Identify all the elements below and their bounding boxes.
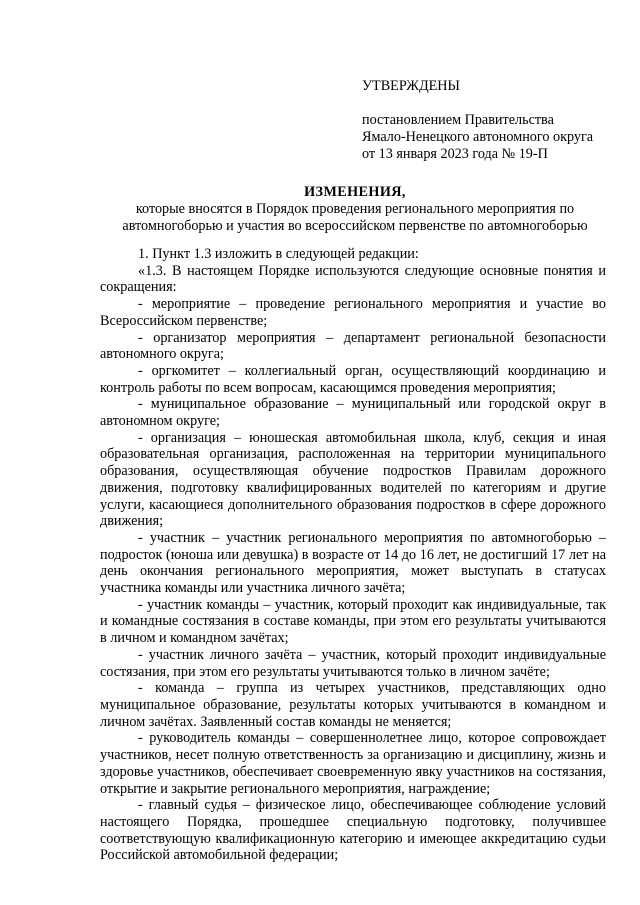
document-title: ИЗМЕНЕНИЯ, xyxy=(304,184,406,200)
approval-title: УТВЕРЖДЕНЫ xyxy=(362,78,460,94)
approval-line-3: от 13 января 2023 года № 19-П xyxy=(362,146,548,162)
approval-line-2: Ямало-Ненецкого автономного округа xyxy=(362,129,594,145)
approval-block xyxy=(362,78,632,163)
body-paragraph-team: - команда – группа из четырех участников, представляющих одно муниципальное образование, результаты которых учитываются в командном и личном зачётах. Заявленный состав команды не меняется; xyxy=(100,680,606,730)
body-paragraph-organizer: - организатор мероприятия – департамент региональной безопасности автономного округа; xyxy=(100,329,606,363)
body-paragraph-team-leader: - руководитель команды – совершеннолетнее лицо, которое сопровождает участников, несет полную ответственность за организацию и дисциплину, жизнь и здоровье участников, обеспечивает своевременную явку участников на состязания, открытие и закрытие регионального мероприятия, награждение; xyxy=(100,730,606,797)
body-paragraph-definition-intro: «1.3. В настоящем Порядке используются следующие основные понятия и сокращения: xyxy=(100,262,606,296)
body-paragraph-event: - мероприятие – проведение регионального мероприятия и участие во Всероссийском первенстве; xyxy=(100,296,606,329)
document-body xyxy=(100,246,606,864)
body-paragraph-team-participant: - участник команды – участник, который проходит как индивидуальные, так и командные состязания в составе команды, при этом его результаты учитываются в личном и командном зачётах; xyxy=(100,596,606,647)
body-paragraph-municipality: - муниципальное образование – муниципальный или городской округ в автономном округе; xyxy=(100,396,606,430)
body-paragraph-organization: - организация – юношеская автомобильная школа, клуб, секция и иная образовательная организация, расположенная на территории муниципального образования, осуществляющая обучение подростков Правилам дорожного движения, подготовку квалифицированных водителей по категориям и другие услуги, касающиеся дополнительного образования подростков в сфере дорожного движения; xyxy=(100,429,606,530)
body-paragraph-chief-judge: - главный судья – физическое лицо, обеспечивающее соблюдение условий настоящего Порядка, прошедшее специальную подготовку, получившее соответствующую квалификационную категорию и имеющее аккредитацию судьи Российской автомобильной федерации; xyxy=(100,797,606,864)
document-subtitle: которые вносятся в Порядок проведения регионального мероприятия по автомногоборью и участия во всероссийском первенстве по автомногоборью xyxy=(122,201,588,234)
body-paragraph-individual-participant: - участник личного зачёта – участник, который проходит индивидуальные состязания, при этом его результаты учитываются только в личном зачёте; xyxy=(100,646,606,680)
body-paragraph-committee: - оргкомитет – коллегиальный орган, осуществляющий координацию и контроль работы по всем вопросам, касающимся проведения мероприятия; xyxy=(100,362,606,396)
approval-line-1: постановлением Правительства xyxy=(362,112,554,128)
document-heading xyxy=(100,184,610,235)
body-paragraph-participant: - участник – участник регионального мероприятия по автомногоборью – подросток (юноша или девушка) в возрасте от 14 до 16 лет, не достигший 17 лет на день окончания регионального мероприятия, может выступать в статусах участника команды или участника личного зачёта; xyxy=(100,529,606,597)
body-paragraph-item-1: 1. Пункт 1.3 изложить в следующей редакции: xyxy=(138,246,419,262)
